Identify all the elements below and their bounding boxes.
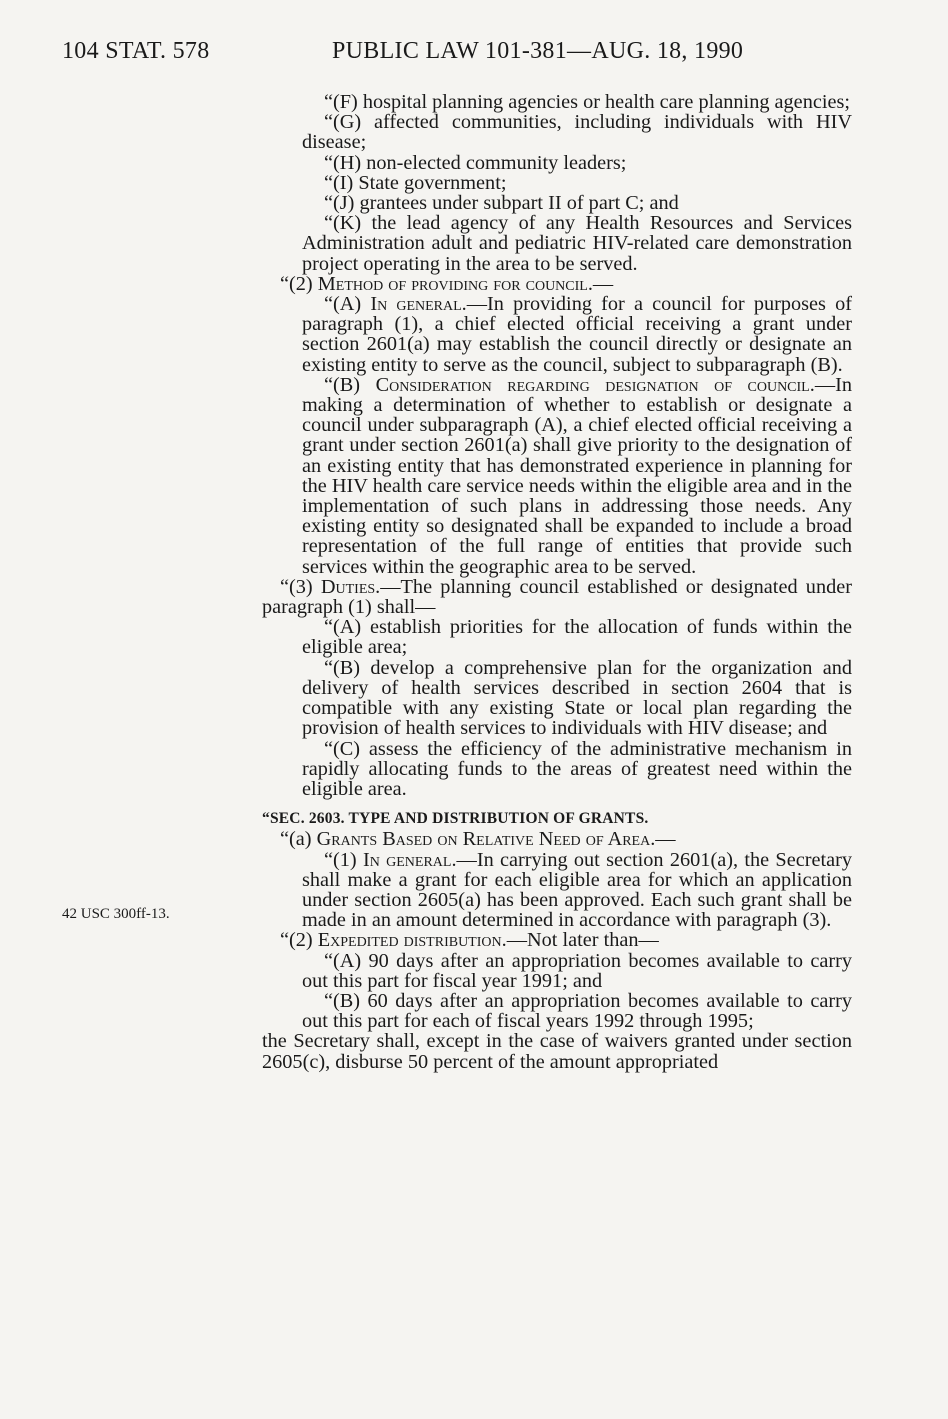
subsection-a-number: “(a) [280, 828, 317, 851]
stat-page-number: 104 STAT. 578 [62, 38, 210, 64]
clause-i: “(I) State government; [324, 171, 507, 194]
paragraph-a1-number: “(1) [324, 848, 363, 871]
subsection-a-dash: — [655, 828, 676, 851]
paragraph-2-number: “(2) [280, 272, 318, 295]
clause-g: “(G) affected communities, including individuals with HIV disease; [302, 111, 852, 154]
paragraph-2a-number: “(A) [324, 293, 371, 316]
paragraph-a2-heading: Expedited distribution. [317, 929, 507, 952]
clause-h: “(H) non-elected community leaders; [324, 151, 627, 174]
paragraph-2b-heading: Consideration regarding designation of council. [375, 373, 815, 396]
paragraph-3-number: “(3) [280, 575, 321, 598]
paragraph-3-heading: Duties. [320, 575, 381, 598]
running-head [62, 38, 902, 72]
paragraph-2a-text: —In providing for a council for purposes of paragraph (1), a chief elected official receiving a grant under section 2601(a) may establish the council directly or designate an existing entity to serve as the council, subject to subparagraph (B). [302, 293, 852, 376]
section-gap [262, 799, 852, 809]
paragraph-3 [262, 577, 852, 617]
paragraph-2a [262, 294, 852, 375]
paragraph-2 [262, 274, 852, 294]
paragraph-3b: “(B) develop a comprehensive plan for the organization and delivery of health services described in section 2604 that is compatible with any existing State or local plan regarding the provision of health services to individuals with HIV disease; and [302, 656, 852, 740]
paragraph-a2 [262, 930, 852, 950]
paragraph-3a: “(A) establish priorities for the allocation of funds within the eligible area; [302, 616, 852, 659]
clause-j: “(J) grantees under subpart II of part C; and [324, 192, 679, 215]
paragraph-a2b: “(B) 60 days after an appropriation becomes available to carry out this part for each of fiscal years 1992 through 1995; [302, 989, 852, 1033]
paragraph-a1-heading: In general. [362, 848, 457, 871]
paragraph-a1-text: —In carrying out section 2601(a), the Secretary shall make a grant for each eligible area for which an application under section 2605(a) has been approved. Each such grant shall be made in an amount determined in accordance with paragraph (3). [302, 848, 852, 932]
paragraph-2b-number: “(B) [324, 373, 376, 396]
subsection-a [262, 829, 852, 849]
clause-k: “(K) the lead agency of any Health Resources and Services Administration adult and pediatric HIV-related care demonstration project operating in the area to be served. [302, 212, 852, 275]
paragraph-a2-number: “(2) [280, 929, 318, 952]
paragraph-a2a: “(A) 90 days after an appropriation becomes available to carry out this part for fiscal year 1991; and [302, 949, 852, 992]
closing-text: the Secretary shall, except in the case of waivers granted under section 2605(c), disburse 50 percent of the amount appropriated [262, 1030, 852, 1073]
paragraph-2-dash: — [592, 272, 614, 295]
paragraph-a1 [262, 850, 852, 931]
paragraph-2-heading: Method of providing for council. [317, 272, 593, 295]
paragraph-3-text: —The planning council established or designated under paragraph (1) shall— [262, 575, 852, 619]
section-2603-heading: “SEC. 2603. TYPE AND DISTRIBUTION OF GRANTS. [262, 810, 649, 828]
paragraph-2a-heading: In general. [370, 293, 467, 316]
usc-margin-note: 42 USC 300ff-13. [62, 906, 170, 922]
paragraph-3c: “(C) assess the efficiency of the administrative mechanism in rapidly allocating funds to the areas of greatest need within the eligible area. [302, 737, 852, 800]
paragraph-a2-text: —Not later than— [506, 929, 659, 952]
paragraph-2b-text: —In making a determination of whether to establish or designate a council under subparagraph (A), a chief elected official receiving a grant under section 2601(a) shall give priority to the designation of an existing entity that has demonstrated experience in planning for the HIV health care service needs within the eligible area and in the implementation of such plans in addressing those needs. Any existing entity so designated shall be expanded to include a broad representation of the full range of entities that provide such services within the geographic area to be served. [302, 373, 852, 578]
clause-f: “(F) hospital planning agencies or health care planning agencies; [324, 91, 850, 113]
public-law-date: PUBLIC LAW 101-381—AUG. 18, 1990 [332, 38, 744, 64]
paragraph-2b [262, 375, 852, 577]
statute-body [262, 92, 852, 1072]
subsection-a-heading: Grants Based on Relative Need of Area. [316, 828, 656, 851]
